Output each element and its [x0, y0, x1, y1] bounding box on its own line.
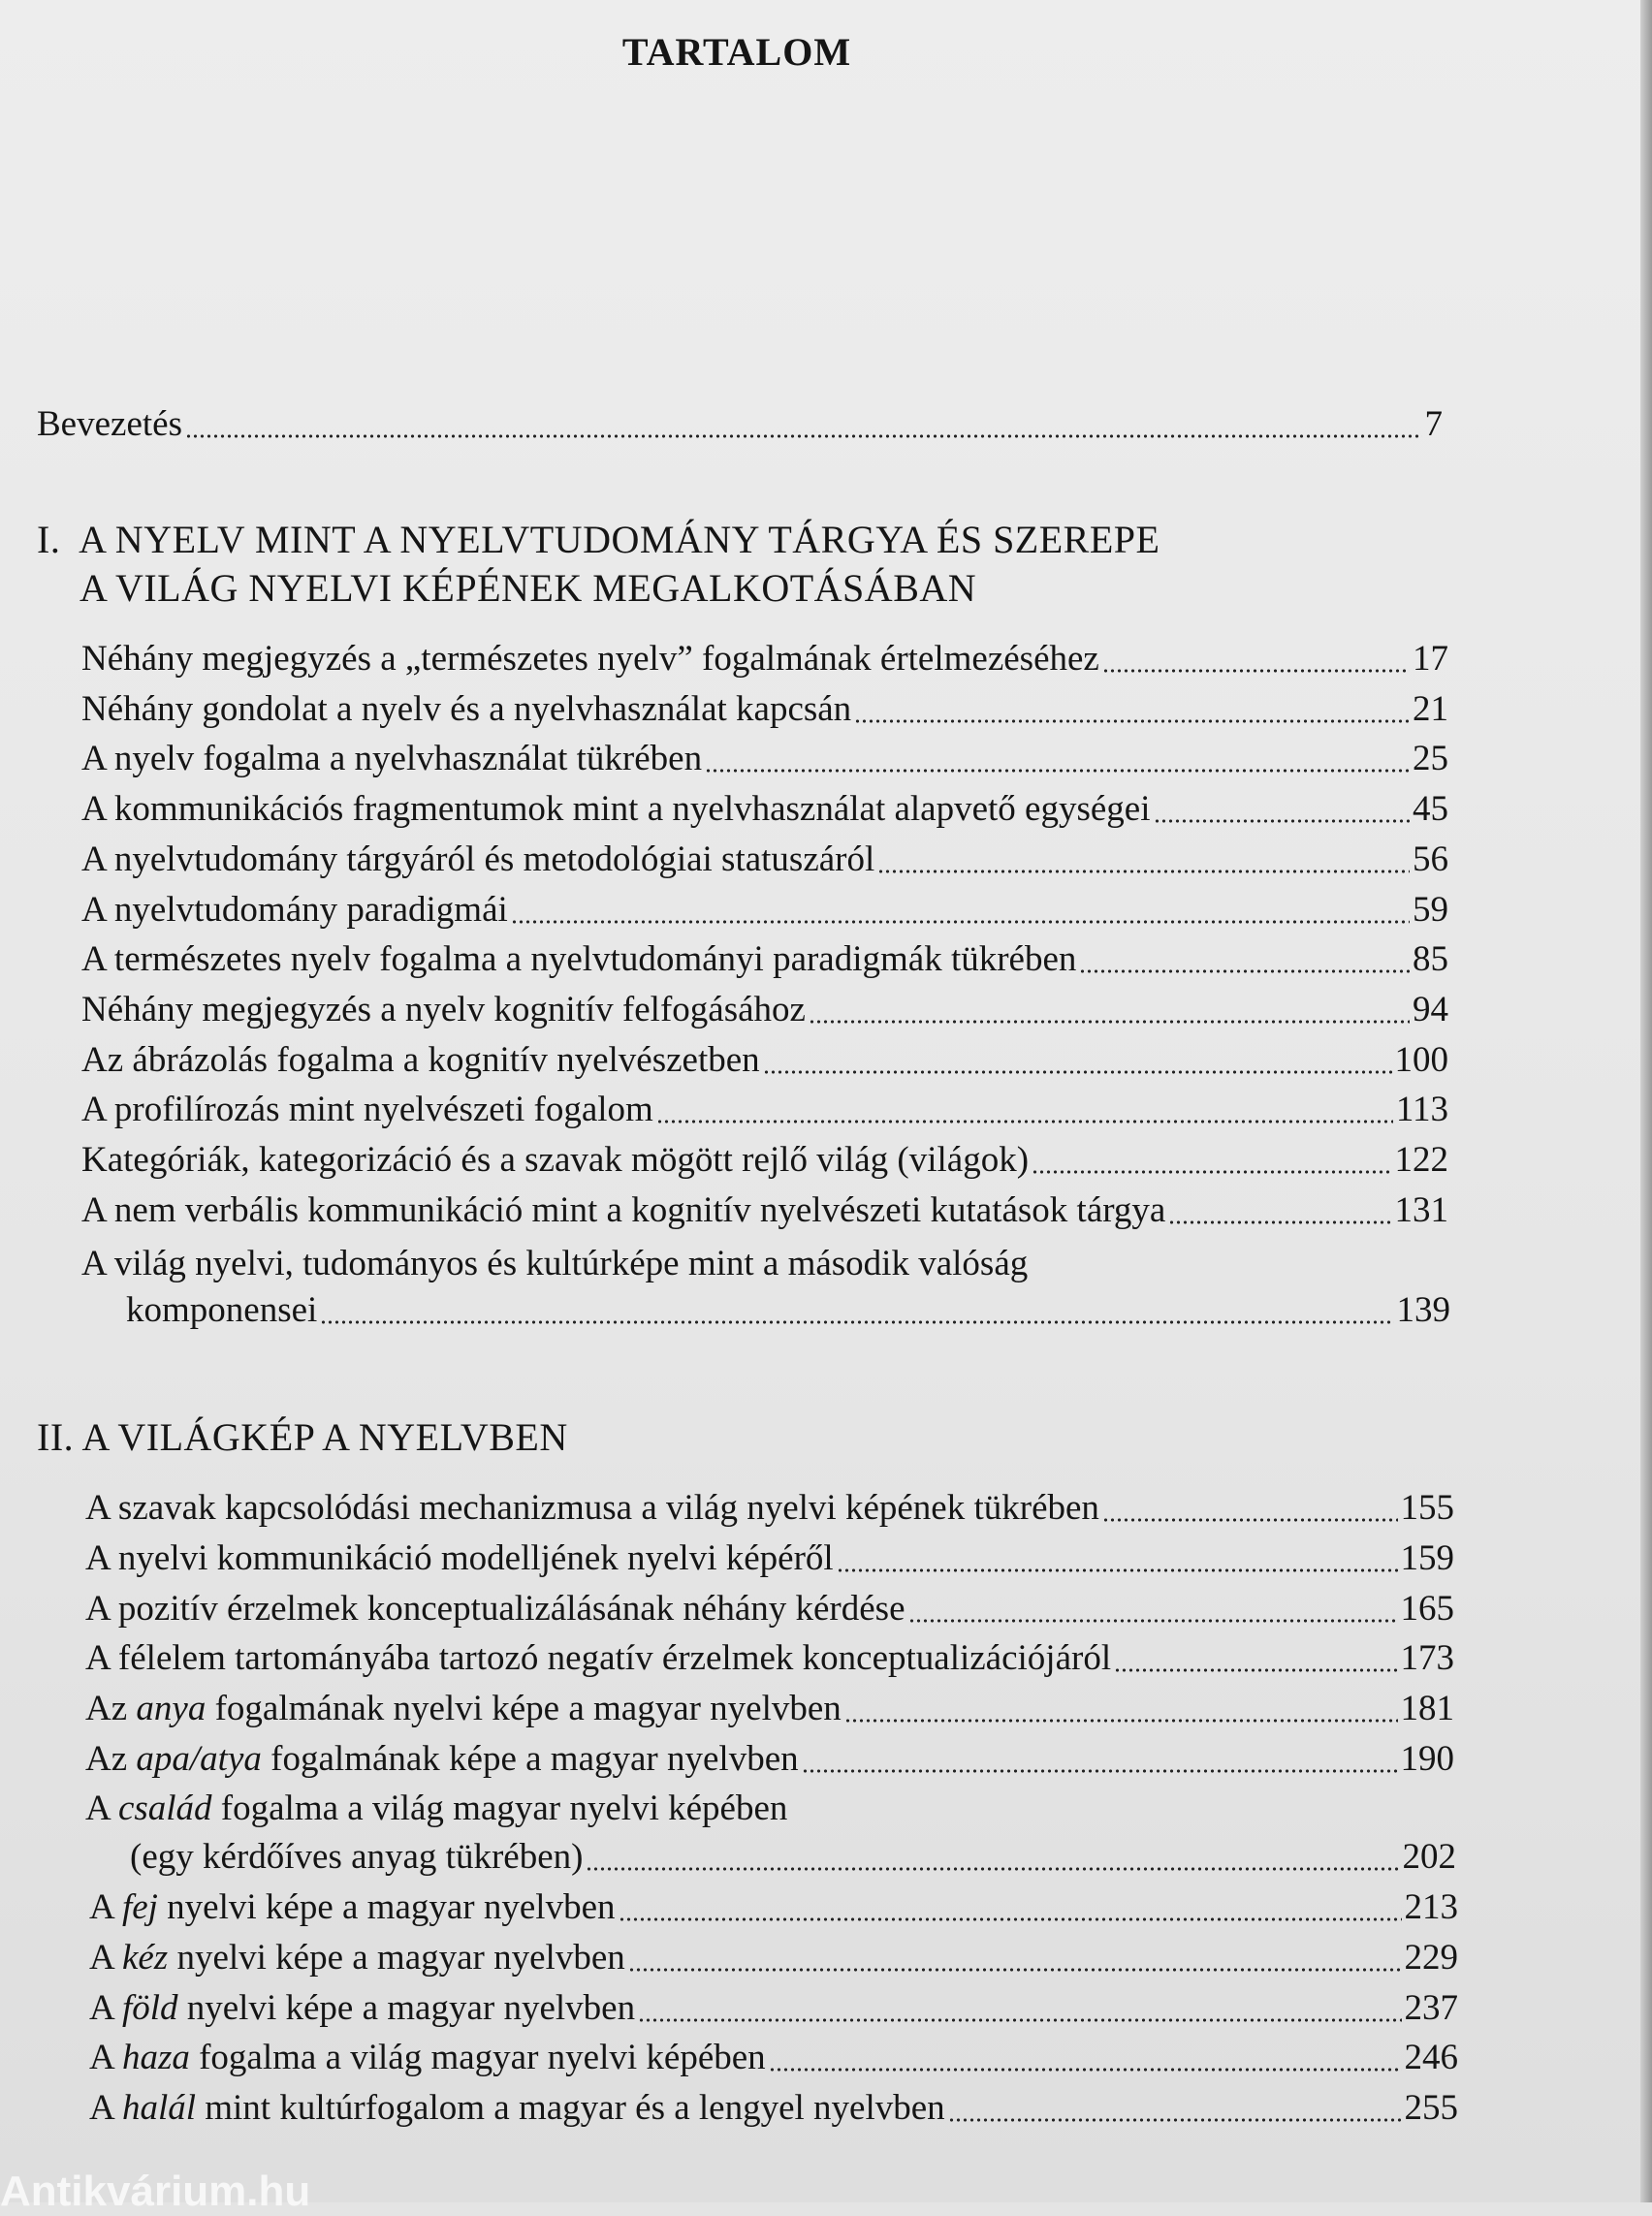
- toc-entry-title: Kategóriák, kategorizáció és a szavak mögött rejlő világ (világok): [81, 1140, 1030, 1180]
- toc-entry: [89, 1983, 1458, 2034]
- entry-text-post: nyelvi képe a magyar nyelvben: [177, 1987, 636, 2028]
- toc-entry: [81, 1085, 1448, 1135]
- dot-leader: [619, 1917, 1402, 1921]
- toc-entry-page: 17: [1413, 639, 1448, 679]
- toc-entry-csalad-line1: [85, 1784, 787, 1834]
- dot-leader: [854, 719, 1410, 723]
- toc-entry-title: Néhány gondolat a nyelv és a nyelvhasználat kapcsán: [81, 688, 852, 729]
- dot-leader: [763, 1070, 1392, 1074]
- entry-text-italic: haza: [121, 2038, 190, 2078]
- entry-text-pre: A félelem tartományába tartozó negatív érzelmek konceptualizációjáról: [85, 1638, 1112, 1679]
- entry-text-post: nyelvi képe a magyar nyelvben: [157, 1887, 616, 1927]
- entry-text-pre: A szavak kapcsolódási mechanizmusa a világ nyelvi képének tükrében: [85, 1488, 1099, 1528]
- dot-leader: [948, 2118, 1402, 2122]
- toc-entry: [89, 1933, 1458, 1983]
- entry-text-pre: Az: [85, 1689, 137, 1729]
- toc-entry-page: 173: [1400, 1638, 1454, 1679]
- toc-entry: [81, 1035, 1448, 1086]
- toc-entry: [81, 985, 1448, 1035]
- toc-entry: [81, 885, 1448, 935]
- toc-entry-title: [89, 2033, 766, 2083]
- section-1-heading-line1: [37, 516, 1160, 564]
- toc-entry-page: 7: [1424, 404, 1443, 444]
- toc-entry: [81, 634, 1448, 684]
- section-title: A NYELV MINT A NYELVTUDOMÁNY TÁRGYA ÉS SZEREPE: [79, 518, 1160, 561]
- toc-entry-page: 100: [1394, 1039, 1448, 1080]
- toc-entry: [85, 1584, 1454, 1634]
- toc-entry-title: A nyelvtudomány paradigmái: [81, 889, 508, 930]
- toc-entry-page: 59: [1413, 889, 1448, 930]
- toc-entry-title: Bevezetés: [37, 404, 182, 444]
- entry-text-post: fogalma a világ magyar nyelvi képében: [189, 2038, 766, 2078]
- toc-entry-title: A kommunikációs fragmentumok mint a nyelvhasználat alapvető egységei: [81, 789, 1151, 830]
- watermark: Antikvárium.hu: [0, 2168, 311, 2215]
- toc-entry: [85, 1734, 1454, 1785]
- toc-entry-page: 190: [1400, 1739, 1454, 1779]
- toc-entry-title: Az ábrázolás fogalma a kognitív nyelvészetben: [81, 1039, 760, 1080]
- toc-entry: [85, 1633, 1454, 1684]
- toc-entry: [89, 2033, 1458, 2083]
- toc-entry-csalad: [130, 1832, 1456, 1883]
- toc-entry-page: 139: [1396, 1290, 1450, 1330]
- toc-entry-title: [85, 1534, 834, 1584]
- dot-leader: [1114, 1668, 1397, 1672]
- toc-entry: [81, 934, 1448, 985]
- toc-entry: [81, 784, 1448, 835]
- toc-entry-page: 155: [1400, 1488, 1454, 1528]
- entry-text-italic: fej: [121, 1887, 158, 1927]
- dot-leader: [705, 769, 1410, 773]
- toc-entry-title: A nyelv fogalma a nyelvhasználat tükrében: [81, 739, 703, 779]
- toc-entry-title: A profilírozás mint nyelvészeti fogalom: [81, 1090, 653, 1130]
- toc-entry-page: 21: [1413, 688, 1448, 729]
- toc-entry-title: komponensei: [126, 1290, 318, 1330]
- toc-entry-page: 56: [1413, 839, 1448, 879]
- dot-leader: [1032, 1170, 1391, 1174]
- entry-text-italic: anya: [136, 1689, 206, 1729]
- toc-entry-page: 255: [1404, 2088, 1458, 2129]
- toc-entry: [81, 1186, 1448, 1236]
- toc-entry-page: 246: [1404, 2038, 1458, 2078]
- toc-entry-title: Néhány megjegyzés a „természetes nyelv” fogalmának értelmezéséhez: [81, 639, 1099, 679]
- entry-text-pre: A: [89, 1987, 122, 2028]
- toc-entry: [89, 2083, 1458, 2134]
- toc-entry-page: 45: [1413, 789, 1448, 830]
- toc-entry: [81, 1135, 1448, 1186]
- section-2-heading: [37, 1413, 568, 1462]
- toc-entry: [89, 1883, 1458, 1933]
- toc-entry-page: 159: [1400, 1537, 1454, 1578]
- toc-entry-page: 25: [1413, 739, 1448, 779]
- section-number: I.: [37, 518, 61, 561]
- entry-text-post: fogalma a világ magyar nyelvi képében: [211, 1789, 788, 1828]
- dot-leader: [320, 1320, 1393, 1324]
- toc-entry-page: 113: [1395, 1090, 1448, 1130]
- dot-leader: [1154, 819, 1410, 823]
- toc-entry: [85, 1684, 1454, 1734]
- toc-entry-title: Néhány megjegyzés a nyelv kognitív felfogásához: [81, 989, 806, 1029]
- toc-entry-page: 85: [1413, 939, 1448, 980]
- toc-entry-title: [85, 1734, 799, 1785]
- toc-entry-page: 165: [1400, 1588, 1454, 1629]
- section-1-heading-line2: A VILÁG NYELVI KÉPÉNEK MEGALKOTÁSÁBAN: [79, 566, 977, 610]
- toc-entry-intro: [37, 399, 1443, 450]
- toc-entry-page: 213: [1404, 1887, 1458, 1927]
- dot-leader: [656, 1120, 1393, 1124]
- toc-entry-title: [85, 1483, 1099, 1534]
- dot-leader: [908, 1619, 1398, 1623]
- entry-text-pre: A: [89, 2088, 122, 2129]
- entry-text-post: fogalmának nyelvi képe a magyar nyelvben: [206, 1689, 842, 1729]
- toc-entry-title: [89, 1983, 635, 2034]
- dot-leader: [844, 1719, 1398, 1723]
- dot-leader: [1102, 1518, 1398, 1522]
- entry-text-italic: kéz: [121, 1937, 169, 1978]
- page-edge: [1640, 0, 1652, 2202]
- entry-text-post: fogalmának képe a magyar nyelvben: [261, 1739, 799, 1779]
- entry-text-post: mint kultúrfogalom a magyar és a lengyel nyelvben: [196, 2088, 945, 2129]
- toc-entry: [81, 734, 1448, 784]
- dot-leader: [1079, 969, 1410, 973]
- entry-text-italic: halál: [121, 2088, 196, 2129]
- entry-text-italic: család: [117, 1789, 212, 1828]
- dot-leader: [1168, 1220, 1391, 1224]
- entry-text-pre: A: [89, 2038, 122, 2078]
- dot-leader: [877, 870, 1410, 873]
- toc-entry-title: A nem verbális kommunikáció mint a kognitív nyelvészeti kutatások tárgya: [81, 1189, 1166, 1230]
- section-number: II.: [37, 1415, 75, 1459]
- toc-entry-title: [85, 1684, 842, 1734]
- dot-leader: [638, 2018, 1401, 2022]
- toc-entry-title: [85, 1633, 1111, 1684]
- toc-entry-title: A természetes nyelv fogalma a nyelvtudományi paradigmák tükrében: [81, 939, 1077, 980]
- dot-leader: [185, 434, 1422, 438]
- toc-entry-title: A nyelvtudomány tárgyáról és metodológiai statuszáról: [81, 839, 875, 879]
- toc-entry-page: 229: [1404, 1937, 1458, 1978]
- dot-leader: [1102, 669, 1410, 673]
- section-title: A VILÁGKÉP A NYELVBEN: [81, 1415, 568, 1459]
- dot-leader: [628, 1968, 1402, 1972]
- toc-entry-page: 202: [1402, 1837, 1456, 1877]
- page-title: TARTALOM: [621, 30, 852, 74]
- dot-leader: [837, 1568, 1398, 1572]
- toc-entry: [85, 1534, 1454, 1584]
- entry-text-italic: föld: [121, 1987, 178, 2028]
- toc-entry: [85, 1483, 1454, 1534]
- toc-entry: [81, 684, 1448, 735]
- entry-text-pre: A: [85, 1789, 118, 1828]
- dot-leader: [802, 1769, 1398, 1773]
- toc-entry: [81, 835, 1448, 885]
- entry-text-pre: Az: [85, 1739, 137, 1779]
- toc-entry-page: 181: [1400, 1689, 1454, 1729]
- toc-entry-title: (egy kérdőíves anyag tükrében): [130, 1837, 584, 1877]
- toc-entry-title: [85, 1584, 905, 1634]
- toc-entry-title: [89, 2083, 945, 2134]
- toc-entry-page: 122: [1394, 1140, 1448, 1180]
- entry-text-pre: A pozitív érzelmek konceptualizálásának néhány kérdése: [85, 1588, 905, 1629]
- toc-entry-page: 94: [1413, 989, 1448, 1029]
- entry-text-italic: apa/atya: [136, 1739, 262, 1779]
- toc-entry-page: 237: [1404, 1987, 1458, 2028]
- toc-entry-multiline: [126, 1285, 1450, 1336]
- toc-entry-title: [89, 1883, 616, 1933]
- entry-text-pre: A: [89, 1887, 122, 1927]
- dot-leader: [586, 1867, 1399, 1871]
- toc-entry-title: [89, 1933, 625, 1983]
- toc-entry-multiline-line1: A világ nyelvi, tudományos és kultúrképe mint a második valóság: [81, 1244, 1029, 1283]
- toc-entry-page: 131: [1394, 1189, 1448, 1230]
- entry-text-pre: A: [89, 1937, 122, 1978]
- dot-leader: [769, 2068, 1402, 2072]
- entry-text-post: nyelvi képe a magyar nyelvben: [168, 1937, 625, 1978]
- dot-leader: [511, 920, 1410, 924]
- dot-leader: [809, 1020, 1410, 1024]
- entry-text-pre: A nyelvi kommunikáció modelljének nyelvi képéről: [85, 1537, 834, 1578]
